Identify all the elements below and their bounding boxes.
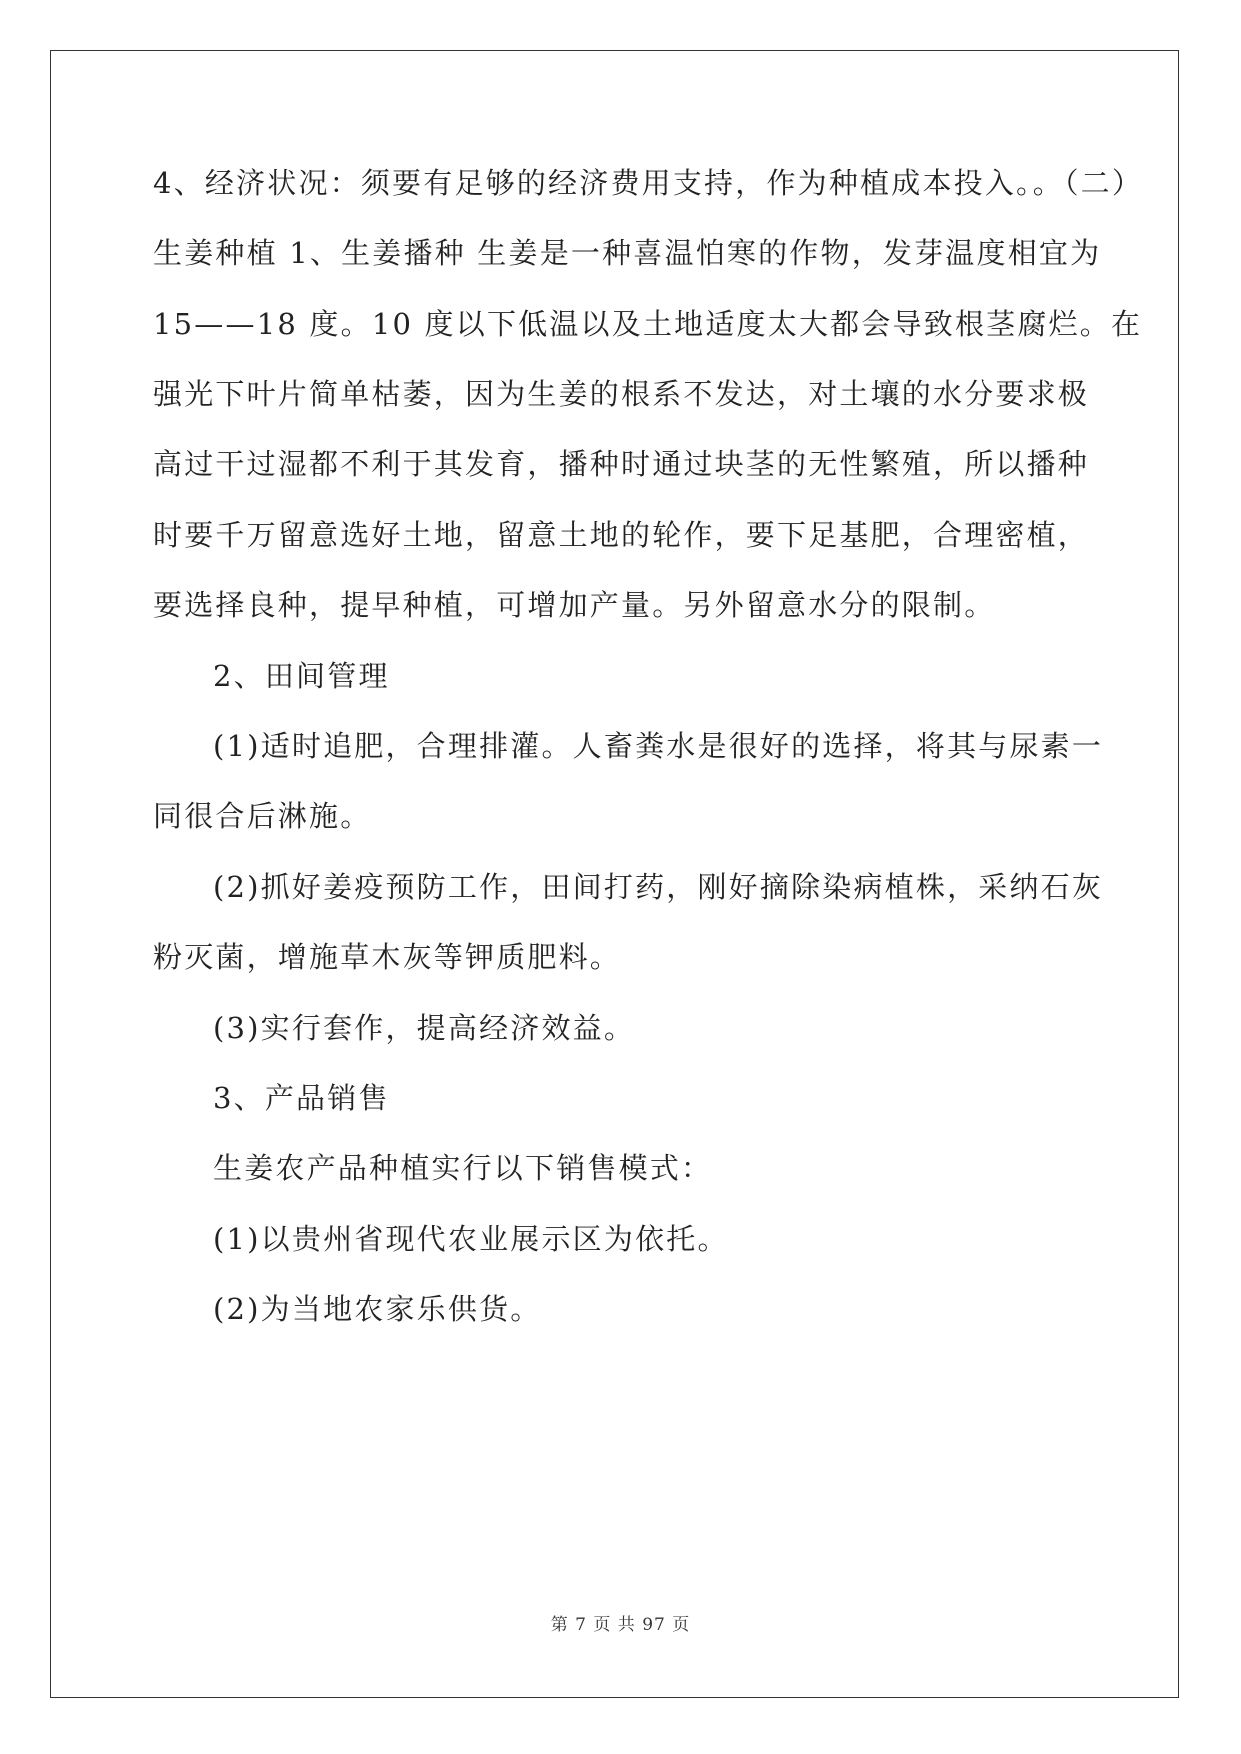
section-heading: 2、田间管理 bbox=[213, 659, 390, 693]
text-line: (1)适时追肥，合理排灌。人畜粪水是很好的选择，将其与尿素一 bbox=[213, 729, 1104, 763]
text-line: (1)以贵州省现代农业展示区为依托。 bbox=[213, 1222, 729, 1256]
text-line: 生姜农产品种植实行以下销售模式： bbox=[213, 1151, 713, 1185]
text-line: (3)实行套作，提高经济效益。 bbox=[213, 1011, 636, 1045]
text-line: (2)抓好姜疫预防工作，田间打药，刚好摘除染病植株，采纳石灰 bbox=[213, 870, 1104, 904]
text-line: 4、经济状况：须要有足够的经济费用支持，作为种植成本投入。。（二） bbox=[153, 166, 1144, 200]
text-line: 要选择良种，提早种植，可增加产量。另外留意水分的限制。 bbox=[153, 588, 996, 622]
text-line: 时要千万留意选好土地，留意土地的轮作，要下足基肥，合理密植， bbox=[153, 518, 1090, 552]
text-line: 15——18 度。10 度以下低温以及土地适度太大都会导致根茎腐烂。在 bbox=[153, 307, 1143, 341]
text-line: 同很合后淋施。 bbox=[153, 799, 372, 833]
text-line: 粉灭菌，增施草木灰等钾质肥料。 bbox=[153, 940, 622, 974]
text-line: (2)为当地农家乐供货。 bbox=[213, 1292, 542, 1326]
page-number-footer: 第 7 页 共 97 页 bbox=[550, 1615, 691, 1635]
section-heading: 3、产品销售 bbox=[213, 1081, 390, 1115]
text-line: 强光下叶片简单枯萎，因为生姜的根系不发达，对土壤的水分要求极 bbox=[153, 377, 1090, 411]
text-line: 高过干过湿都不利于其发育，播种时通过块茎的无性繁殖，所以播种 bbox=[153, 447, 1090, 481]
text-line: 生姜种植 1、生姜播种 生姜是一种喜温怕寒的作物，发芽温度相宜为 bbox=[153, 236, 1102, 270]
